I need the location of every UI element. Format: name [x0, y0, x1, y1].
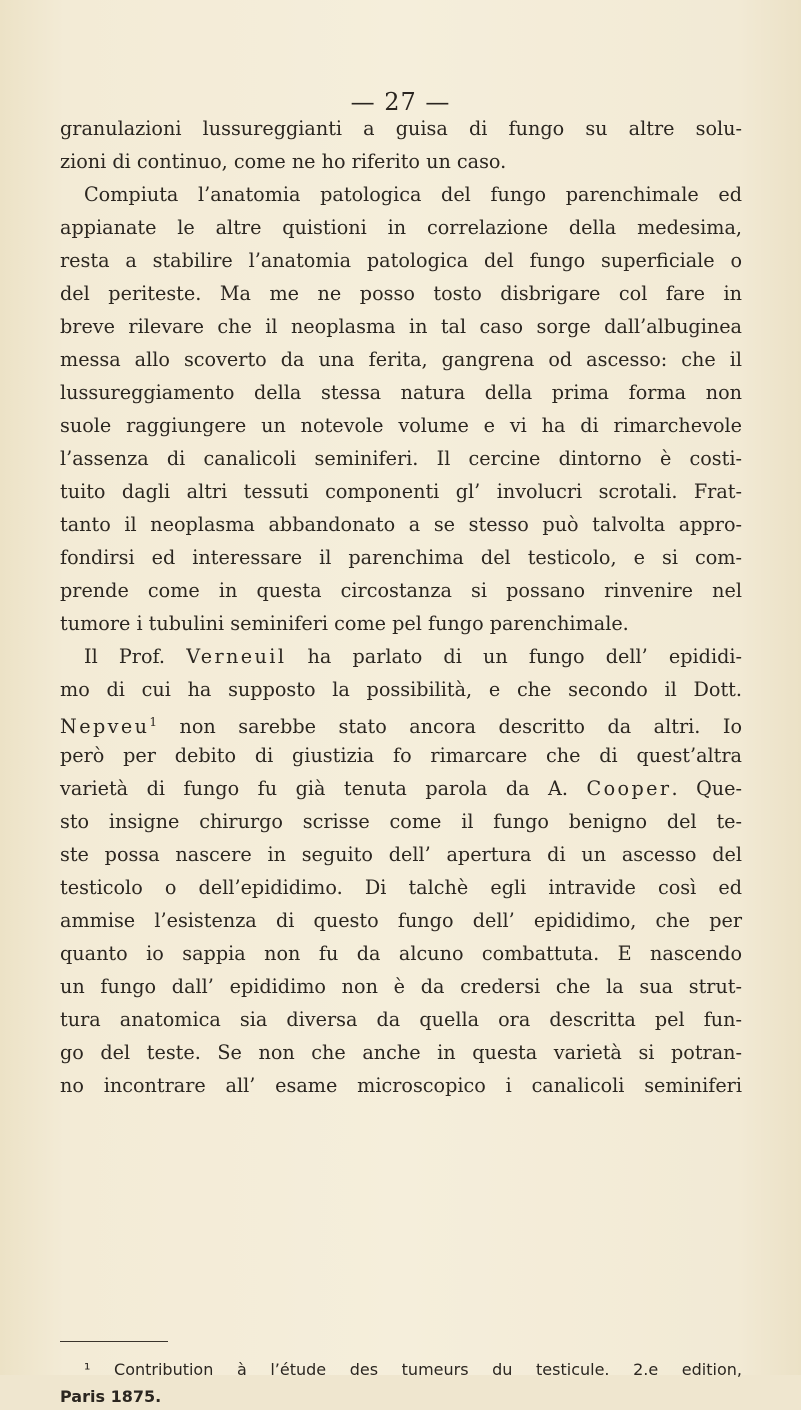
footnote-line: Paris 1875.	[60, 1387, 162, 1406]
footnote-reference: 1	[149, 715, 158, 729]
text-line: suole raggiungere un notevole volume e vi ha di rimarchevole	[60, 414, 742, 437]
text-run: ha parlato di un fungo dell’ epididi-	[286, 645, 742, 668]
text-line: resta a stabilire l’anatomia patologica del fungo superficiale o	[60, 249, 742, 272]
text-line: zioni di continuo, come ne ho riferito un caso.	[60, 150, 507, 173]
author-name: Verneuil	[186, 645, 287, 668]
page-number: — 27 —	[350, 88, 451, 116]
text-line: un fungo dall’ epididimo non è da credersi che la sua strut-	[60, 975, 742, 998]
text-line	[60, 706, 742, 739]
footnote-text: Contribution à l’étude des tumeurs du testicule. 2.e edition,	[114, 1360, 742, 1379]
text-line: messa allo scoverto da una ferita, gangrena od ascesso: che il	[60, 348, 742, 371]
text-line: appianate le altre quistioni in correlazione della medesima,	[60, 216, 742, 239]
text-line: prende come in questa circostanza si possano rinvenire nel	[60, 579, 742, 602]
text-line: granulazioni lussureggianti a guisa di fungo su altre solu-	[60, 117, 742, 140]
text-line: Compiuta l’anatomia patologica del fungo parenchimale ed	[84, 183, 742, 206]
text-line: go del teste. Se non che anche in questa varietà si potran-	[60, 1041, 742, 1064]
footnote-marker: ¹	[84, 1360, 91, 1379]
author-name: Nepveu	[60, 715, 150, 738]
text-line: l’assenza di canalicoli seminiferi. Il cercine dintorno è costi-	[60, 447, 742, 470]
text-line: testicolo o dell’epididimo. Di talchè egli intravide così ed	[60, 876, 742, 899]
text-line: tanto il neoplasma abbandonato a se stesso può talvolta appro-	[60, 513, 742, 536]
text-line	[60, 640, 742, 673]
text-run: . Que-	[671, 777, 742, 800]
text-line: del periteste. Ma me ne posso tosto disbrigare col fare in	[60, 282, 742, 305]
text-line: ammise l’esistenza di questo fungo dell’ epididimo, che per	[60, 909, 742, 932]
text-line: ste possa nascere in seguito dell’ apertura di un ascesso del	[60, 843, 742, 866]
text-line: però per debito di giustizia fo rimarcare che di quest’altra	[60, 744, 742, 767]
text-line: sto insigne chirurgo scrisse come il fungo benigno del te-	[60, 810, 742, 833]
body-text	[60, 112, 742, 1102]
text-line: tumore i tubulini seminiferi come pel fungo parenchimale.	[60, 612, 629, 635]
text-run: non sarebbe stato ancora descritto da altri. Io	[157, 715, 742, 738]
text-line: quanto io sappia non fu da alcuno combattuta. E nascendo	[60, 942, 742, 965]
text-run: varietà di fungo fu già tenuta parola da A.	[60, 777, 587, 800]
text-line: no incontrare all’ esame microscopico i canalicoli seminiferi	[60, 1074, 742, 1097]
text-line: tura anatomica sia diversa da quella ora descritta pel fun-	[60, 1008, 742, 1031]
footnotes	[60, 1356, 742, 1410]
footnote-line	[60, 1356, 742, 1383]
text-line	[60, 772, 742, 805]
footnote-rule	[60, 1341, 168, 1342]
author-name: Cooper	[586, 777, 672, 800]
text-line: breve rilevare che il neoplasma in tal caso sorge dall’albuginea	[60, 315, 742, 338]
text-line: tuito dagli altri tessuti componenti gl’ involucri scrotali. Frat-	[60, 480, 742, 503]
text-run: Il Prof.	[84, 645, 187, 668]
text-line: fondirsi ed interessare il parenchima del testicolo, e si com-	[60, 546, 742, 569]
text-line: mo di cui ha supposto la possibilità, e che secondo il Dott.	[60, 678, 742, 701]
text-line: lussureggiamento della stessa natura della prima forma non	[60, 381, 742, 404]
